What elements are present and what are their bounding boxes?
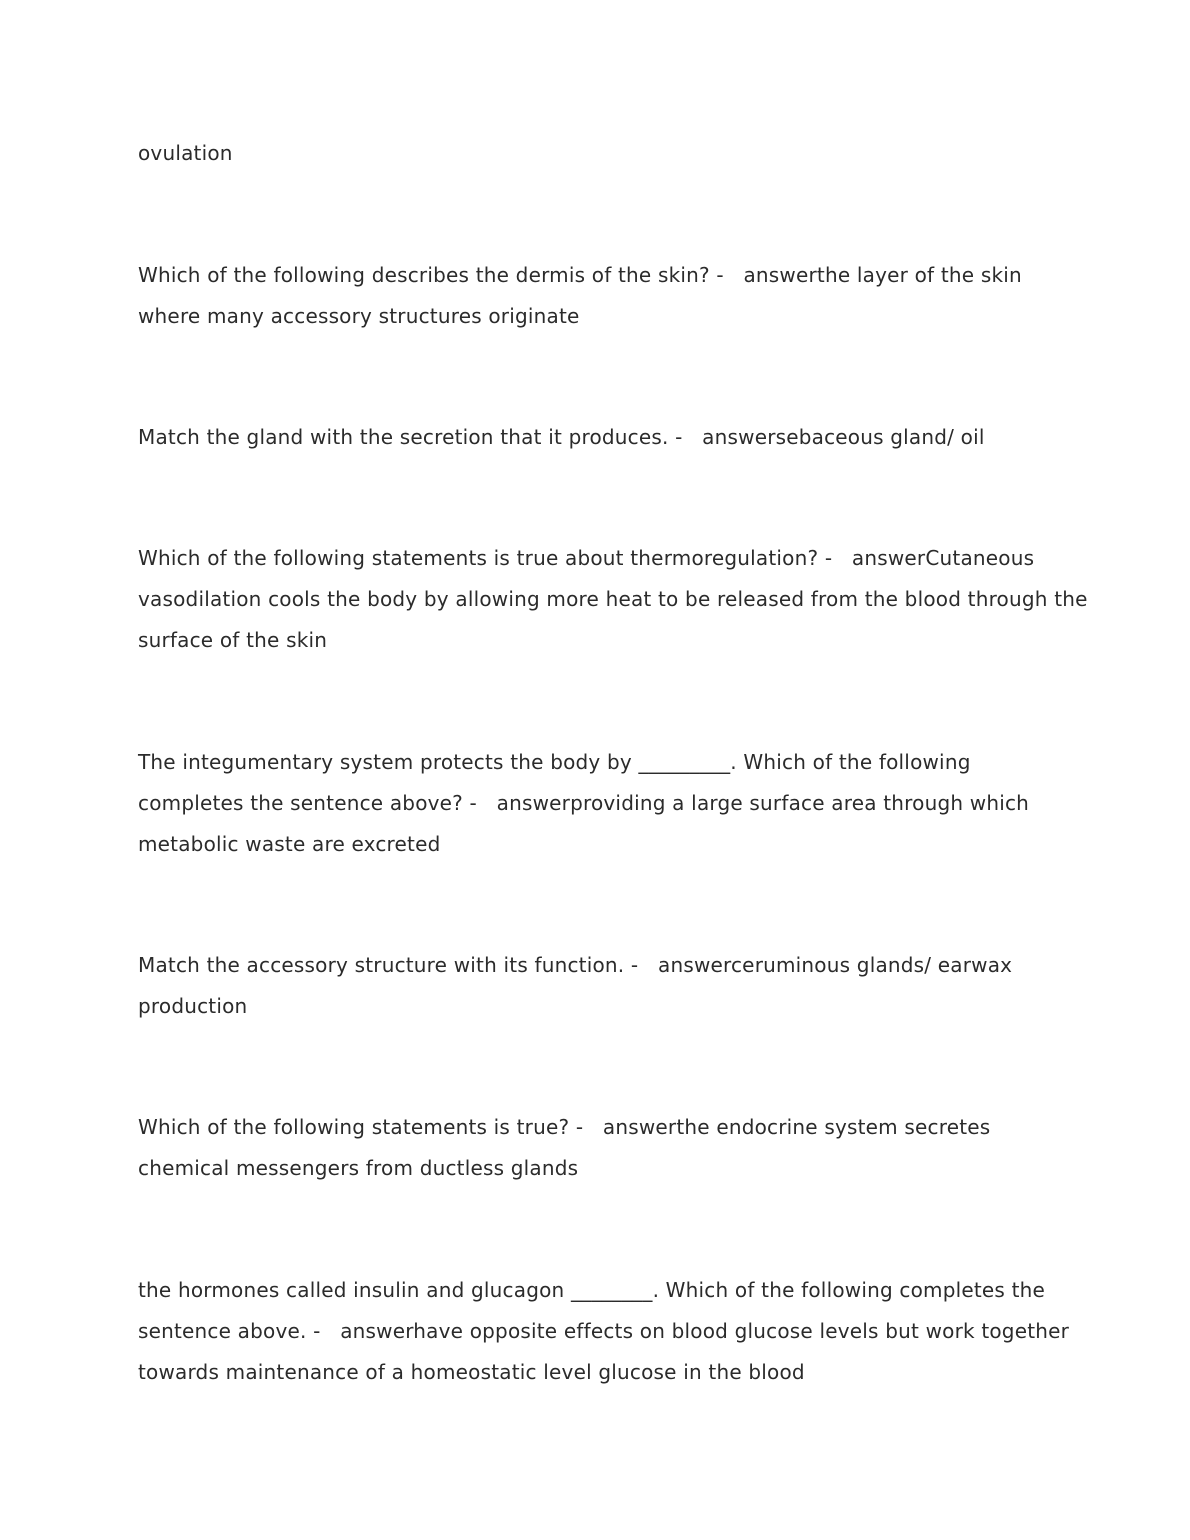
text-line: The integumentary system protects the body by _________. Which of the following <box>138 750 971 774</box>
text-line: Match the accessory structure with its function. - answerceruminous glands/ earwax <box>138 953 1013 977</box>
paragraph-dermis-question <box>138 255 1058 337</box>
text-line: Which of the following describes the dermis of the skin? - answerthe layer of the skin <box>138 263 1022 287</box>
text-line: towards maintenance of a homeostatic level glucose in the blood <box>138 1360 805 1384</box>
paragraph-ovulation <box>138 133 1058 174</box>
text-line: surface of the skin <box>138 628 328 652</box>
text-line: Which of the following statements is true? - answerthe endocrine system secretes <box>138 1115 991 1139</box>
text-line: Which of the following statements is true about thermoregulation? - answerCutaneous <box>138 546 1035 570</box>
paragraph-thermoregulation-question <box>138 538 1088 661</box>
text-line: the hormones called insulin and glucagon ________. Which of the following completes the <box>138 1278 1046 1302</box>
text-line: vasodilation cools the body by allowing more heat to be released from the blood through the <box>138 587 1088 611</box>
paragraph-endocrine-question <box>138 1107 1058 1189</box>
text-line: completes the sentence above? - answerproviding a large surface area through which <box>138 791 1030 815</box>
text-line: sentence above. - answerhave opposite effects on blood glucose levels but work together <box>138 1319 1070 1343</box>
text-line: production <box>138 994 248 1018</box>
text-line: metabolic waste are excreted <box>138 832 441 856</box>
text-line: ovulation <box>138 141 233 165</box>
paragraph-integumentary-question <box>138 742 1058 865</box>
text-line: Match the gland with the secretion that it produces. - answersebaceous gland/ oil <box>138 425 985 449</box>
text-line: where many accessory structures originate <box>138 304 580 328</box>
paragraph-accessory-structure-question <box>138 945 1058 1027</box>
text-line: chemical messengers from ductless glands <box>138 1156 579 1180</box>
paragraph-insulin-glucagon-question <box>138 1270 1070 1393</box>
paragraph-gland-question <box>138 417 1058 458</box>
